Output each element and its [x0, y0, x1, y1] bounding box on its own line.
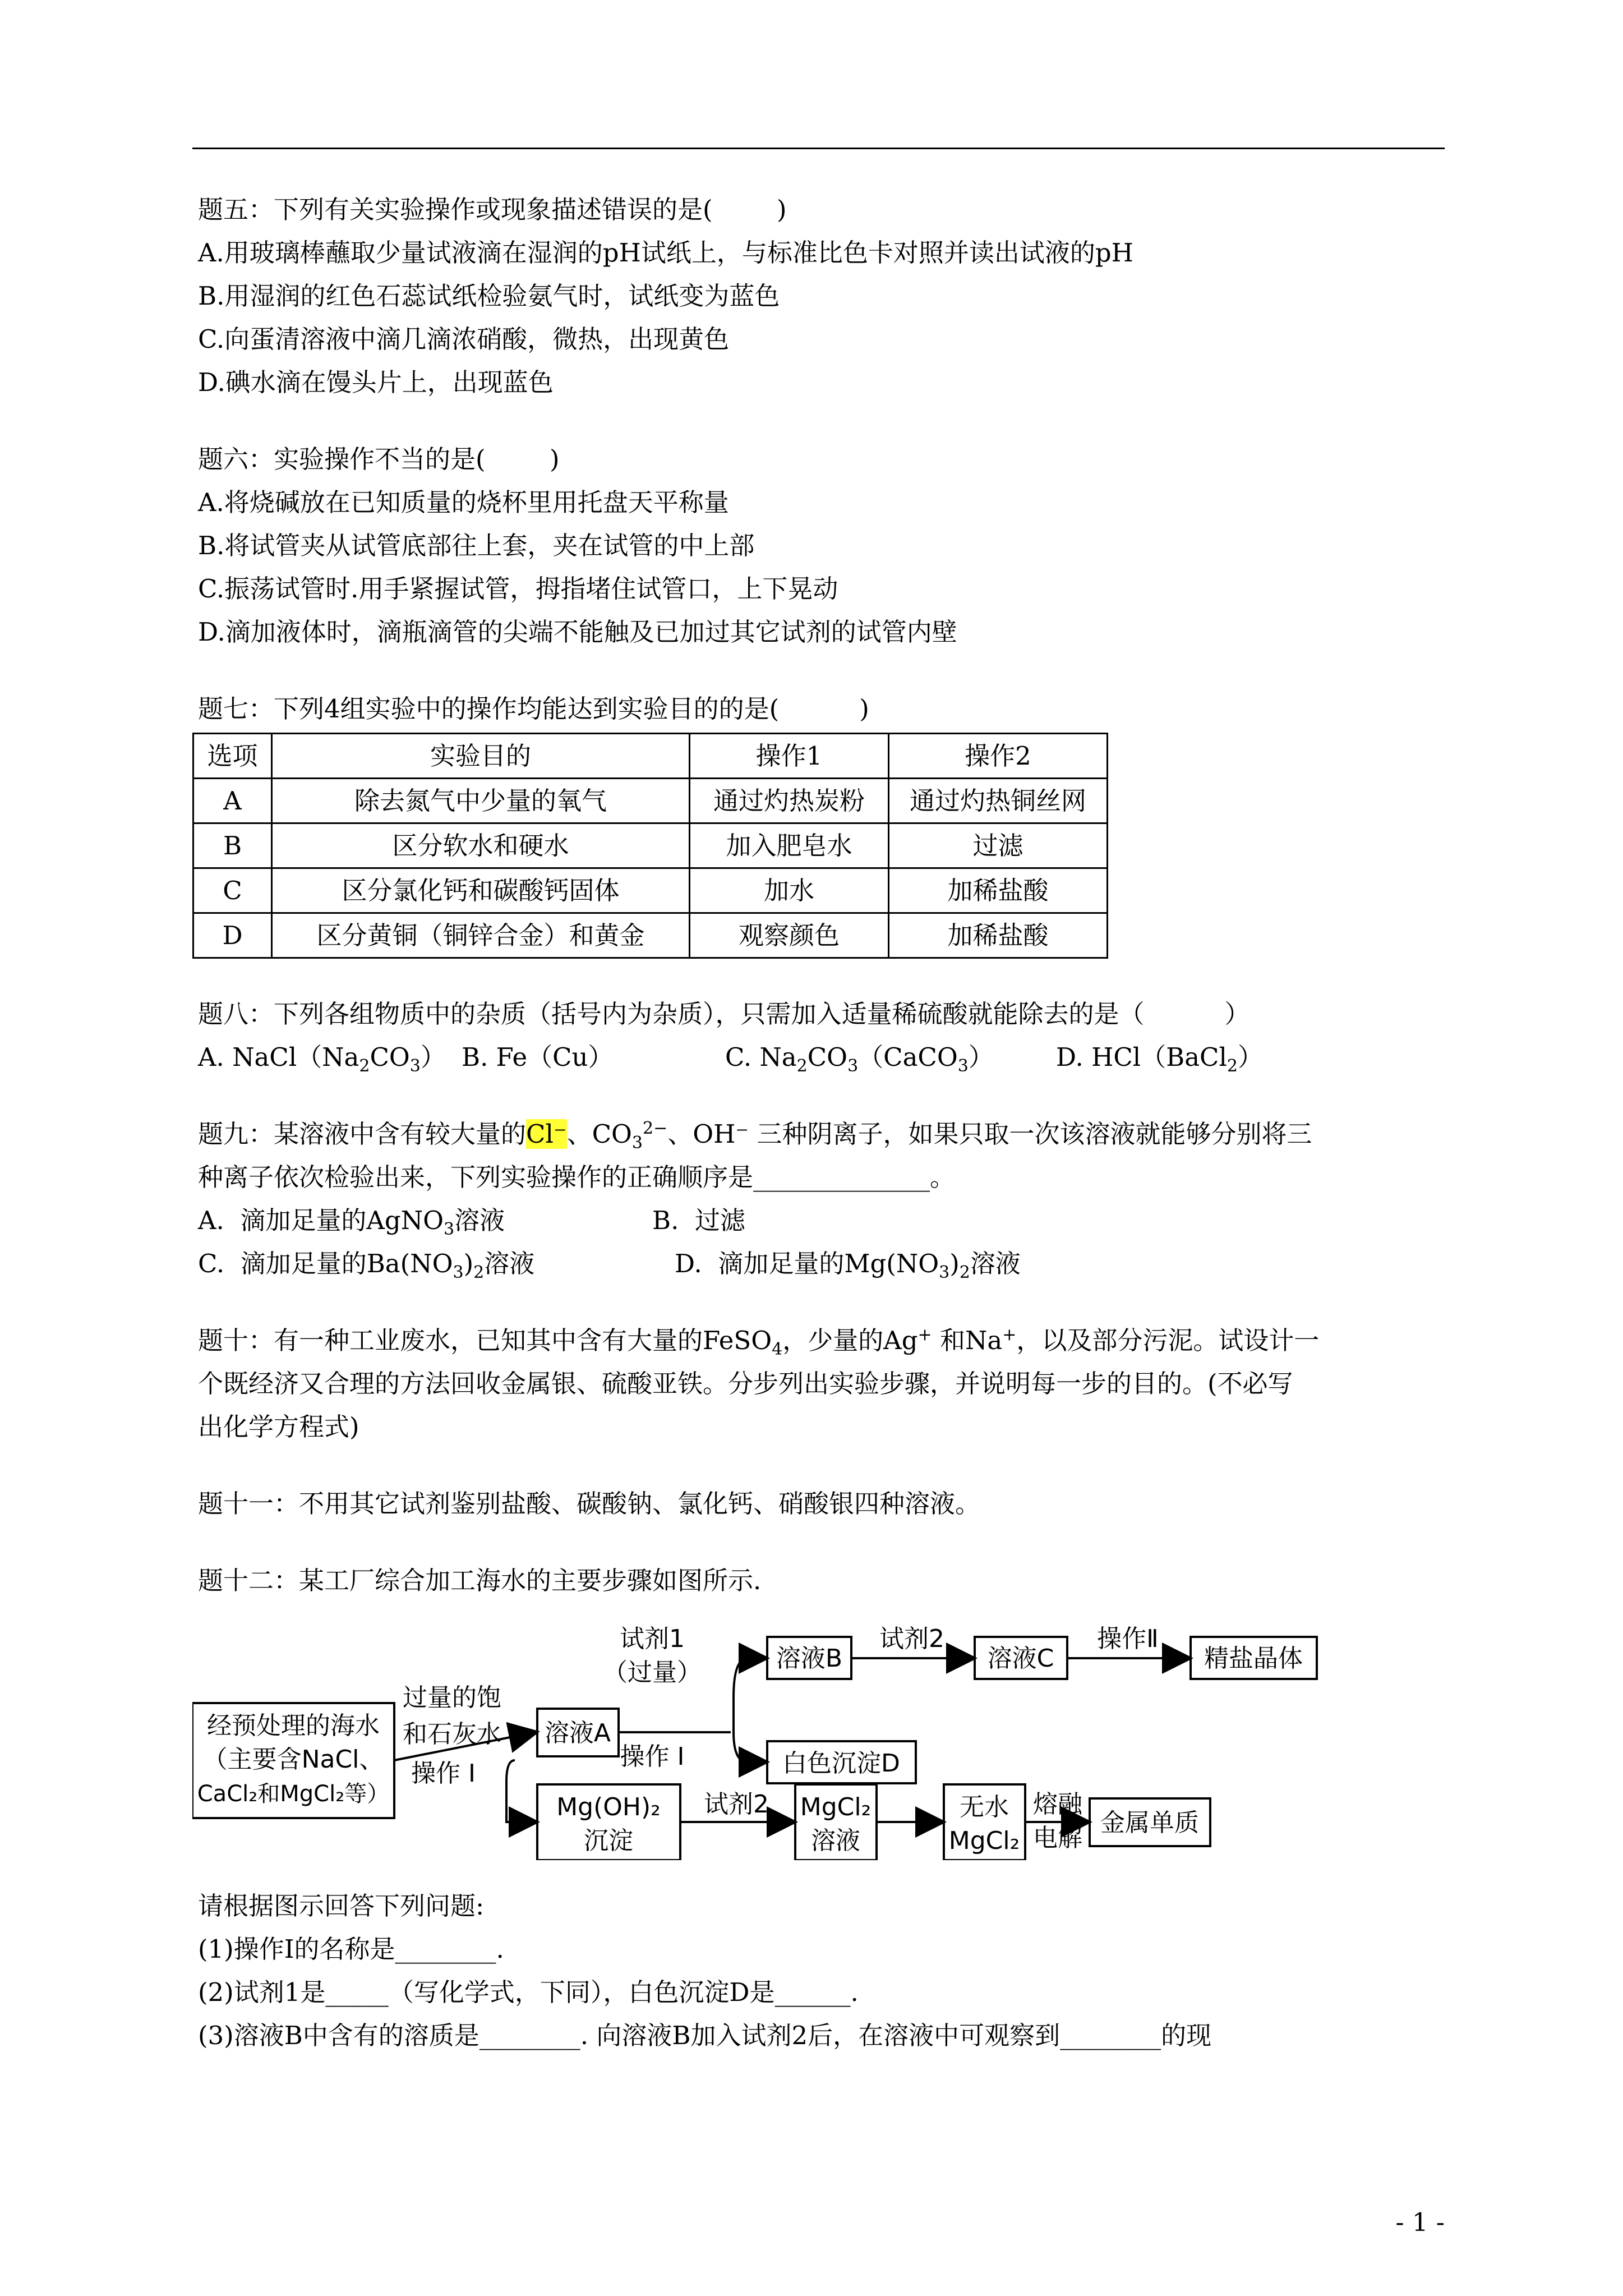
table-header: 操作1	[690, 734, 889, 779]
table-cell: 通过灼热铜丝网	[889, 779, 1108, 823]
table-cell: 过滤	[889, 823, 1108, 868]
question-10	[198, 1319, 1449, 1448]
option-c: C. 滴加足量的$Ba(NO_3)_2$溶液	[198, 1249, 535, 1282]
seawater-label-line-1: 经预处理的海水	[207, 1711, 380, 1740]
solution-b-label: 溶液B	[776, 1644, 843, 1673]
reagent-limewater-line-2: 和石灰水	[403, 1720, 501, 1749]
solution-c-label: 溶液C	[987, 1644, 1054, 1673]
table-cell: 除去氮气中少量的氧气	[272, 779, 690, 823]
question-stem-line-2: 种离子依次检验出来，下列实验操作的正确顺序是______________。	[198, 1162, 956, 1192]
subquestion-1: (1)操作I的名称是________.	[198, 1934, 504, 1964]
question-12	[198, 1559, 1449, 2057]
question-stem: 题九：某溶液中含有较大量的Cl⁻、$CO_3^{2-}$、OH⁻ 三种阴离子，如果只取一次该溶液就能够分别将三	[198, 1119, 1312, 1153]
seawater-label-line-3: CaCl₂和MgCl₂等）	[197, 1781, 390, 1807]
table-header: 操作2	[889, 734, 1108, 779]
table-cell: 加稀盐酸	[889, 868, 1108, 913]
question-6	[198, 438, 1449, 654]
question-stem: 题七：下列4组实验中的操作均能达到实验目的的是( )	[198, 694, 869, 724]
table-row	[193, 868, 1108, 913]
table-cell: 区分氯化钙和碳酸钙固体	[272, 868, 690, 913]
option-b: B. Fe（Cu）	[462, 1042, 614, 1072]
table-row	[193, 823, 1108, 868]
option-a: A.将烧碱放在已知质量的烧杯里用托盘天平称量	[198, 487, 729, 517]
question-5	[198, 188, 1449, 404]
operation-2-label: 操作Ⅱ	[1097, 1625, 1159, 1653]
table-row	[193, 913, 1108, 958]
question-stem: 题十：有一种工业废水，已知其中含有大量的FeSO$_4$，少量的Ag+ 和Na+，以及部分污泥。试设计一	[198, 1325, 1320, 1359]
question-stem: 题六：实验操作不当的是( )	[198, 444, 560, 474]
question-11	[198, 1482, 1449, 1525]
electrolysis-label-line-2: 电解	[1033, 1824, 1082, 1852]
option-d: D.碘水滴在馒头片上，出现蓝色	[198, 367, 554, 397]
experiment-table	[192, 733, 1108, 959]
option-a: A.用玻璃棒蘸取少量试液滴在湿润的pH试纸上，与标准比色卡对照并读出试液的pH	[198, 238, 1133, 268]
subquestion-2: (2)试剂1是_____（写化学式，下同），白色沉淀D是______.	[198, 1977, 859, 2007]
question-stem: 题十一：不用其它试剂鉴别盐酸、碳酸钠、氯化钙、硝酸银四种溶液。	[198, 1489, 981, 1519]
options-row-2	[198, 1242, 1449, 1285]
metal-element-label: 金属单质	[1100, 1809, 1199, 1837]
table-cell: 区分黄铜（铜锌合金）和黄金	[272, 913, 690, 958]
table-cell: 区分软水和硬水	[272, 823, 690, 868]
question-stem-line-3: 出化学方程式)	[198, 1412, 359, 1442]
mgcl2-solution-label-line-2: 溶液	[811, 1826, 860, 1855]
subquestion-prompt: 请根据图示回答下列问题:	[198, 1891, 485, 1921]
reagent-2-label-bottom: 试剂2	[704, 1790, 769, 1819]
option-d: D.滴加液体时，滴瓶滴管的尖端不能触及已加过其它试剂的试管内壁	[198, 617, 957, 647]
table-cell: D	[193, 913, 272, 958]
question-9	[198, 1112, 1449, 1285]
salt-crystal-label: 精盐晶体	[1204, 1644, 1303, 1673]
question-7	[198, 687, 1449, 959]
seawater-label-line-2: （主要含NaCl、	[202, 1745, 384, 1774]
option-b: B.用湿润的红色石蕊试纸检验氨气时，试纸变为蓝色	[198, 281, 780, 311]
white-ppt-d-label: 白色沉淀D	[782, 1749, 900, 1778]
header-rule	[192, 148, 1445, 149]
option-c: C. $Na_2CO_3(CaCO_3)$	[725, 1042, 994, 1076]
table-cell: 观察颜色	[690, 913, 889, 958]
option-c: C.振荡试管时.用手紧握试管，拇指堵住试管口，上下晃动	[198, 574, 838, 604]
electrolysis-label-line-1: 熔融	[1033, 1790, 1082, 1819]
table-cell: 通过灼热炭粉	[690, 779, 889, 823]
reagent-1-label: 试剂1	[620, 1625, 685, 1653]
highlighted-ion: Cl⁻	[526, 1119, 567, 1149]
operation-1b-label: 操作 I	[620, 1742, 685, 1771]
solution-a-label: 溶液A	[544, 1719, 611, 1747]
question-stem: 题八：下列各组物质中的杂质（括号内为杂质），只需加入适量稀硫酸就能除去的是（ ）	[198, 999, 1250, 1029]
mgoh2-label-line-2: 沉淀	[584, 1826, 633, 1855]
reagent-limewater-line-1: 过量的饱	[403, 1683, 501, 1712]
question-stem-line-2: 个既经济又合理的方法回收金属银、硫酸亚铁。分步列出实验步骤，并说明每一步的目的。(不必写	[198, 1369, 1293, 1398]
options-row	[198, 1036, 1449, 1079]
question-stem: 题十二：某工厂综合加工海水的主要步骤如图所示.	[198, 1566, 762, 1595]
question-stem: 题五：下列有关实验操作或现象描述错误的是( )	[198, 195, 787, 224]
anhydrous-label-line-2: MgCl₂	[948, 1826, 1020, 1855]
option-d: D. HCl（BaCl$_2$）	[1056, 1042, 1263, 1076]
table-header-row	[193, 734, 1108, 779]
table-cell: 加水	[690, 868, 889, 913]
question-8	[198, 992, 1449, 1079]
reagent-2-label-top: 试剂2	[879, 1625, 944, 1653]
option-b: B.将试管夹从试管底部往上套，夹在试管的中上部	[198, 531, 755, 560]
mgoh2-label-line-1: Mg(OH)₂	[556, 1793, 661, 1821]
option-a: A. 滴加足量的AgNO$_3$溶液	[198, 1205, 505, 1239]
page-content	[198, 188, 1449, 2057]
page-number: - 1 -	[1395, 2207, 1445, 2237]
table-cell: 加入肥皂水	[690, 823, 889, 868]
table-cell: A	[193, 779, 272, 823]
option-c: C.向蛋清溶液中滴几滴浓硝酸，微热，出现黄色	[198, 324, 730, 354]
table-header: 实验目的	[272, 734, 690, 779]
options-row-1	[198, 1199, 1449, 1242]
anhydrous-label-line-1: 无水	[960, 1793, 1009, 1821]
table-header: 选项	[193, 734, 272, 779]
option-d: D. 滴加足量的$Mg(NO_3)_2$溶液	[675, 1249, 1021, 1282]
table-cell: 加稀盐酸	[889, 913, 1108, 958]
mgcl2-solution-label-line-1: MgCl₂	[800, 1793, 872, 1821]
table-row	[193, 779, 1108, 823]
reagent-1-excess-label: （过量）	[603, 1658, 702, 1687]
subquestion-3: (3)溶液B中含有的溶质是________. 向溶液B加入试剂2后，在溶液中可观察到________的现	[198, 2021, 1212, 2050]
operation-1-label: 操作 I	[411, 1759, 476, 1788]
option-b: B. 过滤	[652, 1205, 745, 1235]
seawater-processing-flowchart	[192, 1613, 1443, 1860]
option-a: A. $NaCl(Na_2CO_3)$	[198, 1042, 446, 1076]
table-cell: C	[193, 868, 272, 913]
table-cell: B	[193, 823, 272, 868]
